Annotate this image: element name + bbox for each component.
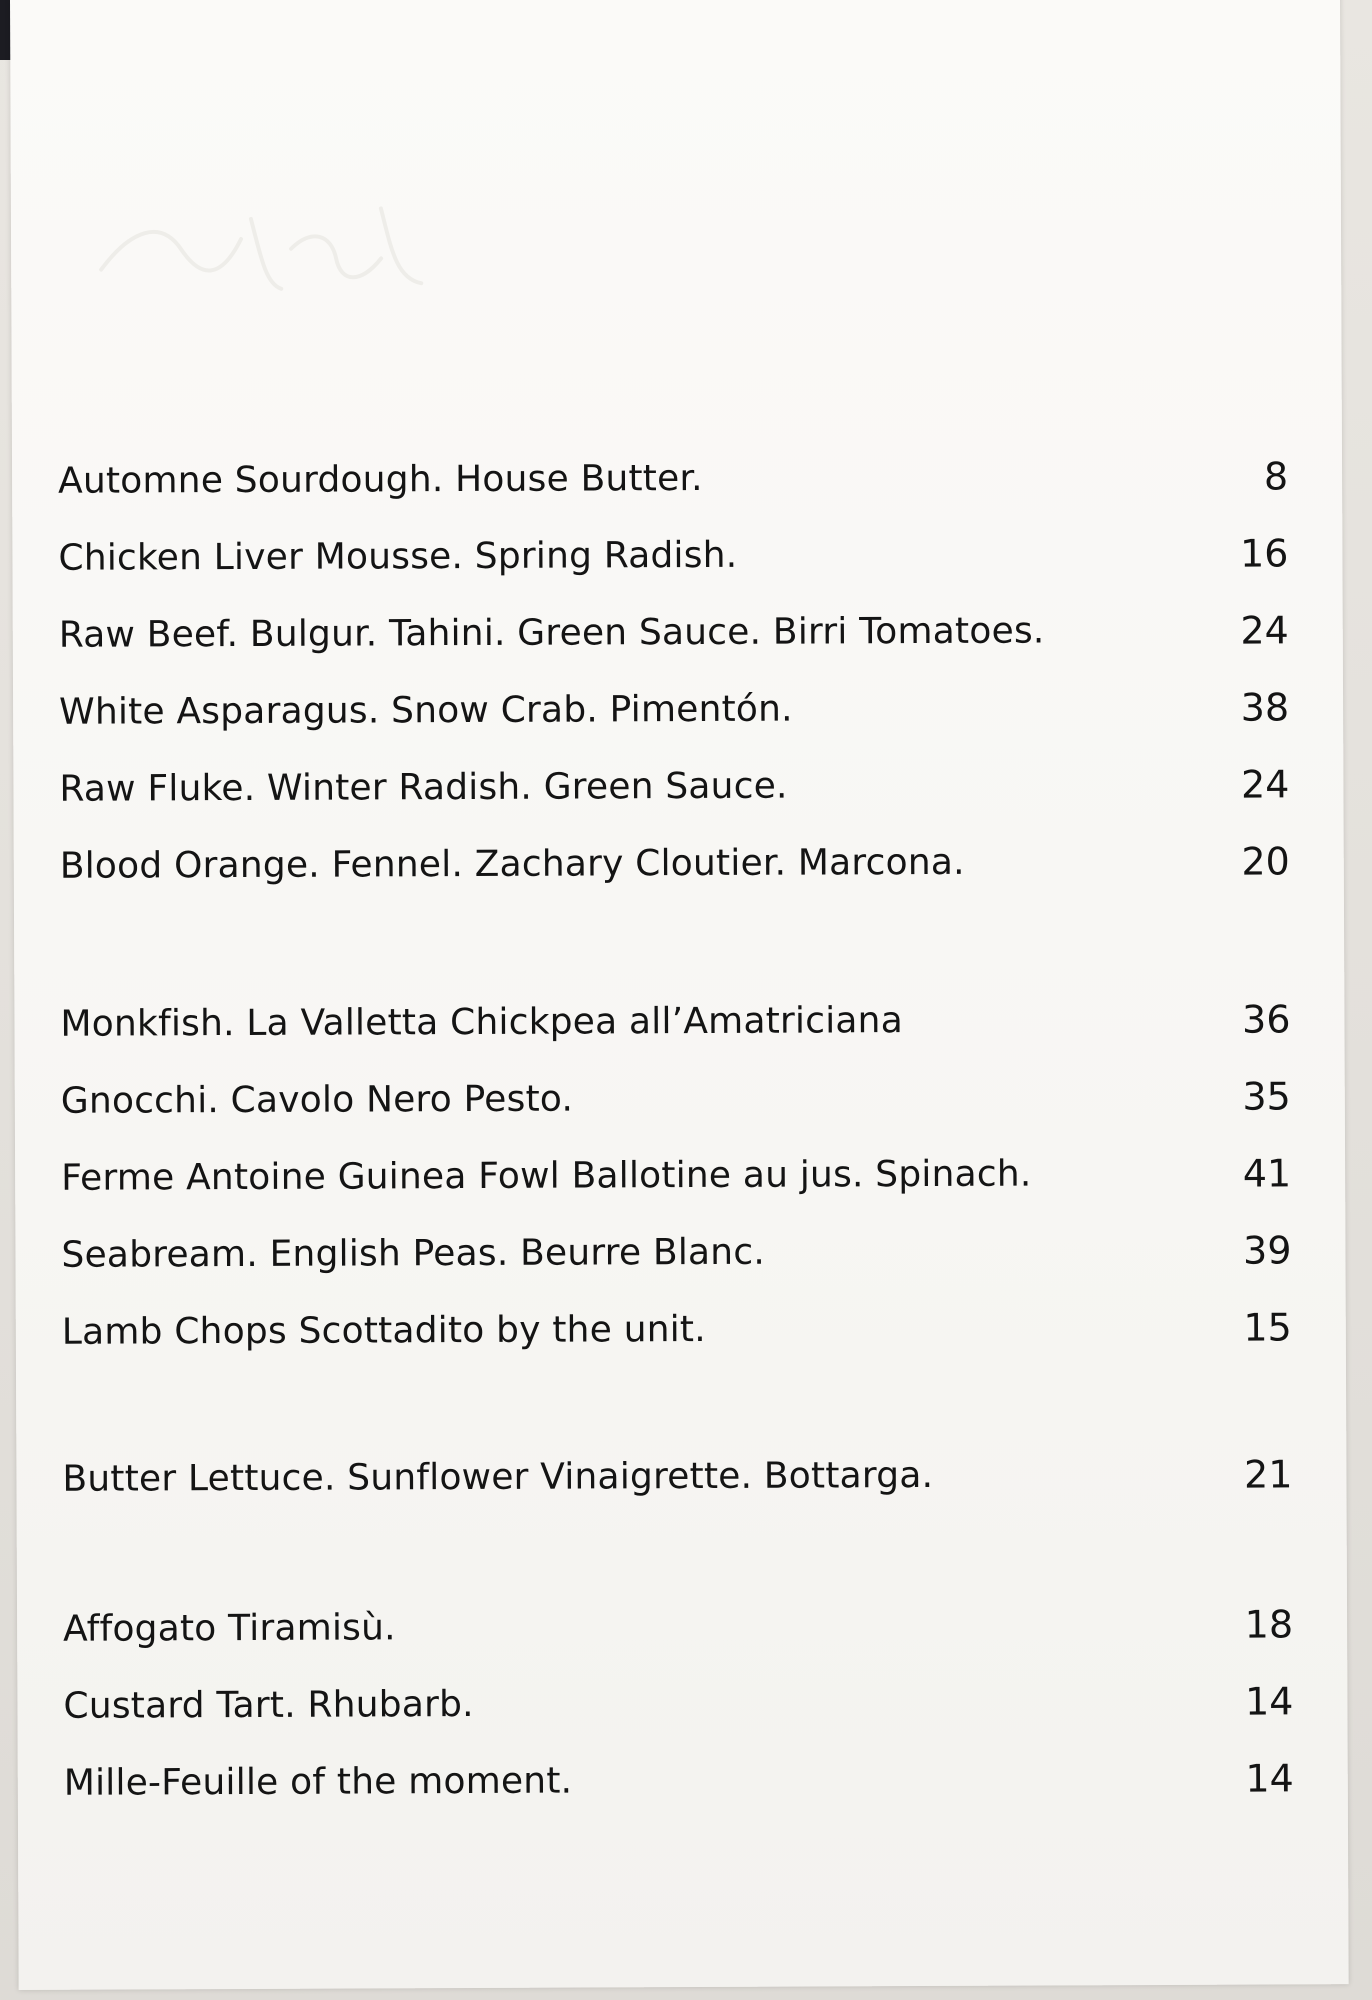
menu-item [60,839,1290,921]
menu-item [61,1228,1291,1310]
menu-item-price: 14 [1245,1756,1294,1801]
menu-item-name: Automne Sourdough. House Butter. [58,457,703,502]
menu-item [59,608,1289,690]
menu-section-salad [62,1452,1292,1534]
menu-item [58,531,1288,613]
menu-item-name: Mille-Feuille of the moment. [63,1760,573,1804]
menu-item-price: 38 [1240,685,1290,730]
menu-item-name: Butter Lettuce. Sunflower Vinaigrette. Bottarga. [62,1454,934,1500]
menu-item-name: White Asparagus. Snow Crab. Pimentón. [59,688,793,733]
embossed-logo [91,188,452,310]
menu-item [64,1756,1294,1838]
menu-item-name: Custard Tart. Rhubarb. [63,1683,474,1727]
menu-item-name: Lamb Chops Scottadito by the unit. [61,1308,706,1353]
menu-item-price: 20 [1241,839,1290,884]
menu-item-price: 39 [1243,1228,1292,1273]
menu-item-name: Blood Orange. Fennel. Zachary Cloutier. Marcona. [59,841,965,887]
menu-item-price: 24 [1240,608,1289,653]
menu-item-price: 21 [1243,1452,1293,1497]
menu-item-price: 15 [1243,1305,1292,1350]
menu-card [10,0,1349,1990]
menu-section-starters [58,454,1290,921]
menu-item [58,454,1288,536]
menu-item [63,1602,1293,1684]
menu-item-price: 35 [1242,1074,1291,1119]
menu-item [62,1452,1292,1534]
menu-item-price: 18 [1244,1602,1294,1647]
menu-item [59,685,1289,767]
menu-item [59,762,1289,844]
menu-item [63,1679,1293,1761]
menu-item-name: Monkfish. La Valletta Chickpea all’Amatriciana [60,1000,904,1045]
menu-section-desserts [63,1602,1294,1838]
menu-item-price: 24 [1240,762,1290,807]
menu-item-price: 16 [1239,531,1289,576]
menu-item [61,1151,1291,1233]
menu-item-price: 14 [1244,1679,1294,1724]
menu-item-name: Raw Fluke. Winter Radish. Green Sauce. [59,765,788,810]
menu-item-name: Gnocchi. Cavolo Nero Pesto. [60,1078,574,1122]
menu-item-name: Raw Beef. Bulgur. Tahini. Green Sauce. Birri Tomatoes. [58,610,1045,656]
menu-item [61,1074,1291,1156]
menu-section-mains [60,997,1292,1387]
menu-item [62,1305,1292,1387]
menu-item-name: Affogato Tiramisù. [63,1607,396,1650]
menu-item-price: 41 [1242,1151,1292,1196]
menu-item-name: Ferme Antoine Guinea Fowl Ballotine au jus. Spinach. [61,1153,1032,1199]
menu-item-name: Seabream. English Peas. Beurre Blanc. [61,1231,766,1276]
menu-item-price: 36 [1242,997,1291,1042]
menu-item-name: Chicken Liver Mousse. Spring Radish. [58,534,738,579]
menu-item-price: 8 [1263,454,1289,499]
menu-item [60,997,1290,1079]
